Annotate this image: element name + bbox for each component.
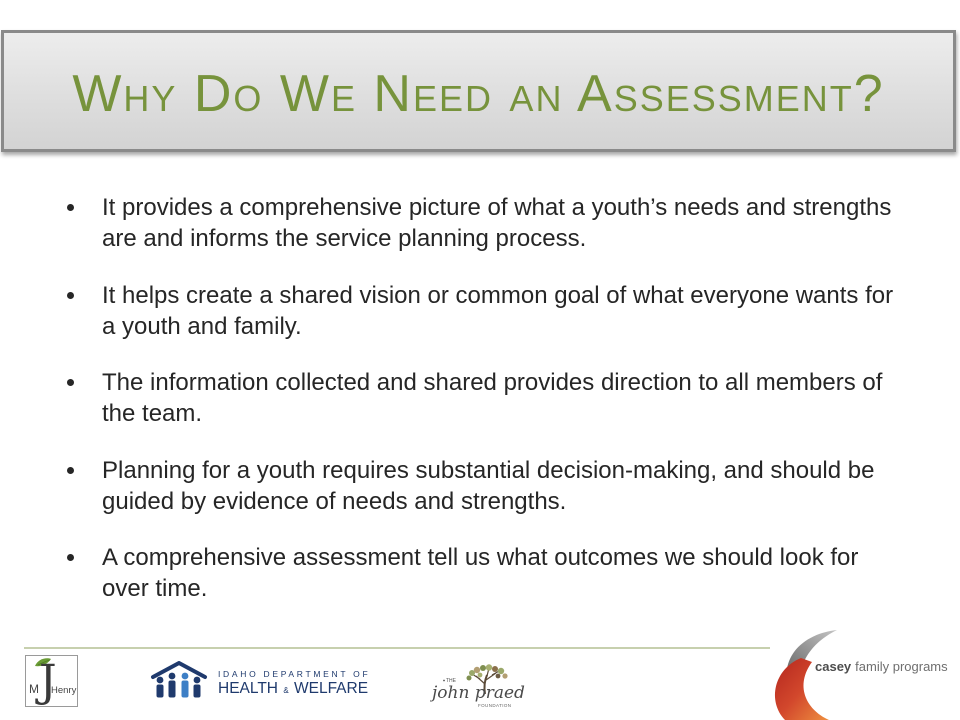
dhw-health: HEALTH xyxy=(218,680,279,697)
bullet-line: It provides a comprehensive picture of what a youth’s needs and strengths xyxy=(102,194,892,221)
person-head xyxy=(157,677,164,684)
bullet-list xyxy=(102,192,922,630)
person-body xyxy=(157,685,164,698)
bullet-line: guided by evidence of needs and strengths. xyxy=(102,487,567,515)
person-head xyxy=(182,673,189,680)
dhw-department-label: IDAHO DEPARTMENT OF xyxy=(218,669,371,679)
person-head xyxy=(169,673,176,680)
mj-henry-logo-graphic xyxy=(26,656,77,706)
bullet-icon xyxy=(67,204,74,211)
footer-divider xyxy=(24,647,770,649)
john-praed-foundation-logo xyxy=(430,664,526,712)
bullet-icon xyxy=(67,467,74,474)
praed-logo-dot xyxy=(443,680,445,682)
roof-shape xyxy=(153,663,205,677)
casey-logo-text xyxy=(815,659,948,674)
praed-logo-the: THE xyxy=(446,678,456,684)
idaho-dhw-people-icon xyxy=(150,661,208,699)
praed-logo-foundation: FOUNDATION xyxy=(478,703,512,708)
bullet-line: It helps create a shared vision or common goal of what everyone wants for xyxy=(102,281,894,309)
dhw-name-label xyxy=(218,680,378,699)
bullet-item xyxy=(102,367,922,429)
bullet-item xyxy=(102,192,922,254)
bullet-icon xyxy=(67,379,74,386)
mj-henry-logo-j: J xyxy=(39,656,57,706)
casey-logo-casey: casey xyxy=(815,659,852,674)
praed-logo-name: john praed xyxy=(432,683,525,703)
dhw-welfare: WELFARE xyxy=(293,680,369,697)
bullet-item xyxy=(102,280,922,342)
dhw-ampersand: & xyxy=(283,686,289,695)
title-banner xyxy=(1,30,956,152)
bullet-item xyxy=(102,542,922,604)
casey-logo-family-programs: family programs xyxy=(855,659,948,674)
bullet-item xyxy=(102,455,922,517)
mj-henry-logo-name: Henry xyxy=(51,685,77,696)
mj-henry-logo-m: M xyxy=(29,682,39,696)
bullet-line: Planning for a youth requires substantial decision-making, and should be xyxy=(102,456,875,484)
person-body xyxy=(169,681,176,698)
slide-title: Why Do We Need an Assessment? xyxy=(72,65,885,123)
bullet-line: A comprehensive assessment tell us what outcomes we should look for xyxy=(102,544,859,571)
person-body xyxy=(182,681,189,698)
mj-henry-logo xyxy=(25,655,78,707)
idaho-dhw-logo-text xyxy=(218,669,378,699)
person-head xyxy=(194,677,201,684)
bullet-line: a youth and family. xyxy=(102,312,302,340)
bullet-line: are and informs the service planning process. xyxy=(102,225,587,252)
bullet-line: the team. xyxy=(102,400,203,427)
bullet-line: The information collected and shared provides direction to all members of xyxy=(102,369,883,396)
person-body xyxy=(194,685,201,698)
casey-family-programs-logo xyxy=(765,625,960,720)
bullet-icon xyxy=(67,554,74,561)
bullet-line: over time. xyxy=(102,575,208,602)
bullet-icon xyxy=(67,292,74,299)
